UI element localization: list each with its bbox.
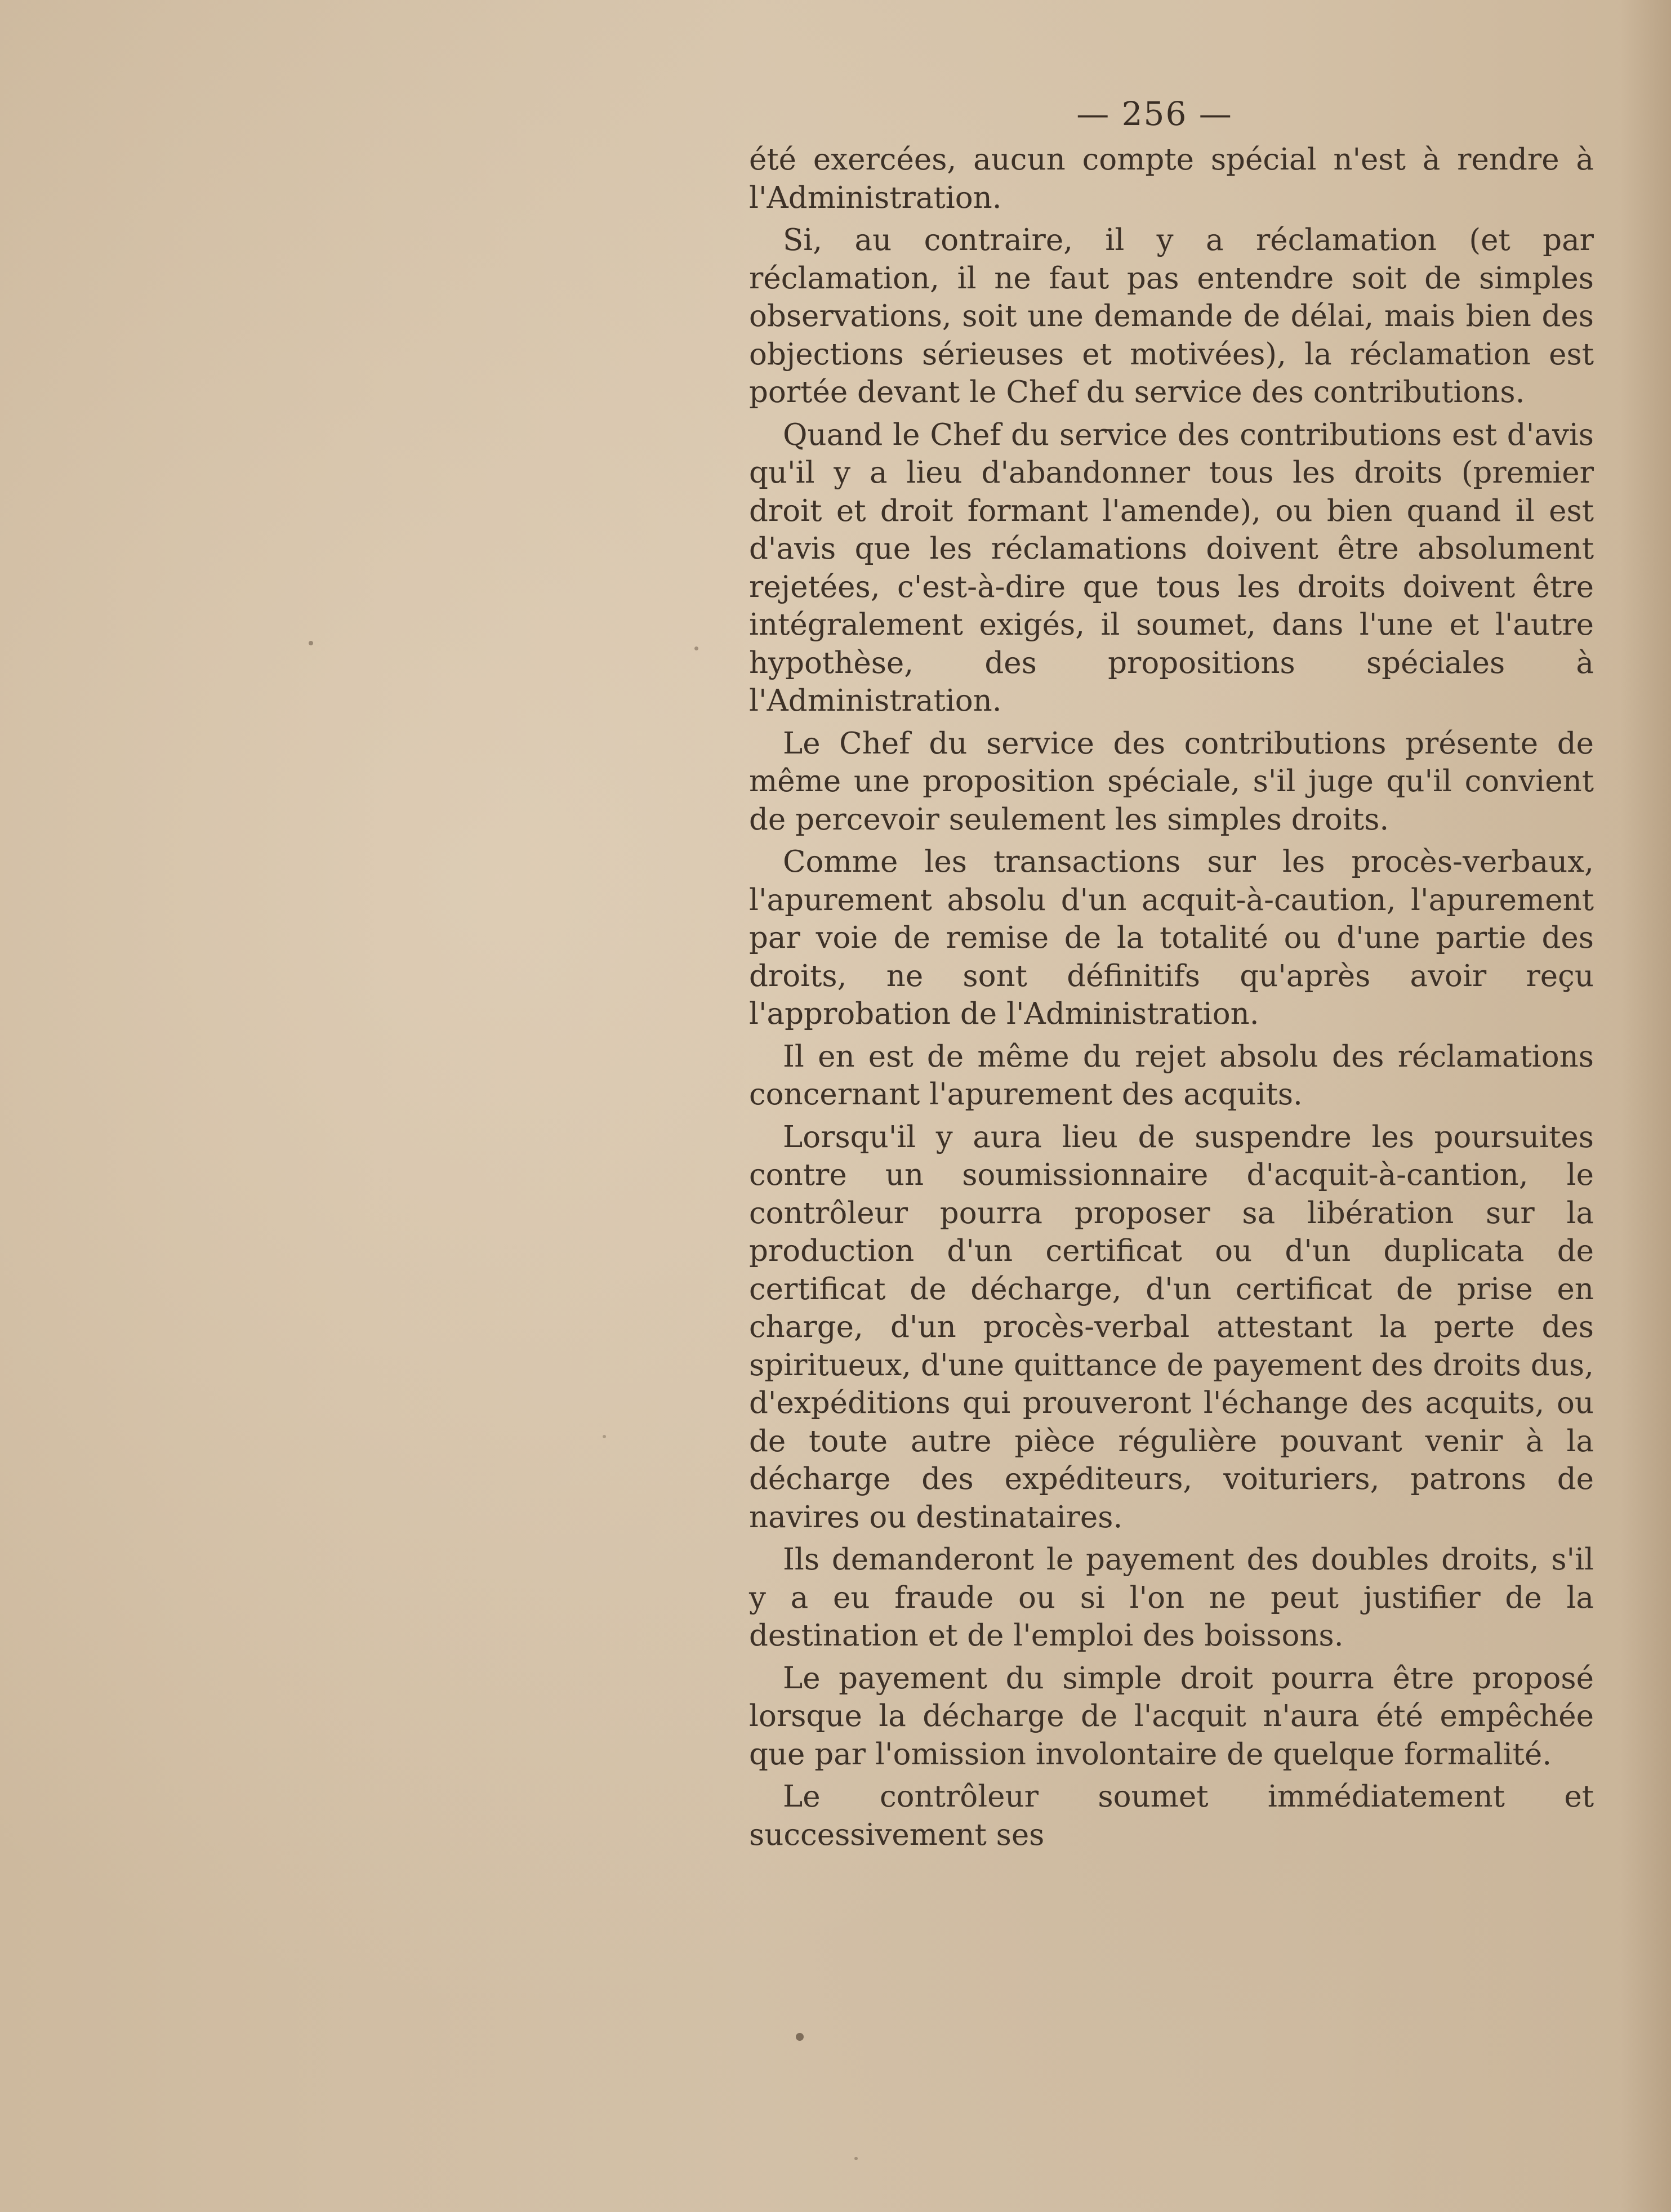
paragraph: Il en est de même du rejet absolu des réclamations concernant l'apurement des acquits.: [749, 1039, 1594, 1112]
paragraph: Quand le Chef du service des contributions est d'avis qu'il y a lieu d'abandonner tous les droits (premier droit et droit formant l'amende), ou bien quand il est d'avis que les réclamations doivent être absolument rejetées, c'est-à-dire que tous les droits doivent être intégralement exigés, il soumet, dans l'une et l'autre hypothèse, des propositions spéciales à l'Administration.: [749, 417, 1594, 718]
paper-speck: [796, 2033, 804, 2041]
paper-speck: [309, 641, 313, 645]
body-text: [749, 141, 1594, 1858]
paper-speck: [854, 2157, 858, 2160]
page-edge-shadow: [1620, 0, 1671, 2212]
paragraph: été exercées, aucun compte spécial n'est à rendre à l'Administration.: [749, 142, 1594, 215]
paragraph: Ils demanderont le payement des doubles droits, s'il y a eu fraude ou si l'on ne peut justifier de la destination et de l'emploi des boissons.: [749, 1542, 1594, 1653]
paragraph: Le Chef du service des contributions présente de même une proposition spéciale, s'il juge qu'il convient de percevoir seulement les simples droits.: [749, 726, 1594, 837]
paragraph: Si, au contraire, il y a réclamation (et par réclamation, il ne faut pas entendre soit de simples observations, soit une demande de délai, mais bien des objections sérieuses et motivées), la réclamation est portée devant le Chef du service des contributions.: [749, 223, 1594, 409]
paper-speck: [603, 1435, 606, 1438]
paragraph: Comme les transactions sur les procès-verbaux, l'apurement absolu d'un acquit-à-caution, l'apurement par voie de remise de la totalité ou d'une partie des droits, ne sont définitifs qu'après avoir reçu l'approbation de l'Administration.: [749, 845, 1594, 1031]
page-number: — 256 —: [1076, 95, 1233, 133]
paragraph: Lorsqu'il y aura lieu de suspendre les poursuites contre un soumissionnaire d'acquit-à-cantion, le contrôleur pourra proposer sa libération sur la production d'un certificat ou d'un duplicata de certificat de décharge, d'un certificat de prise en charge, d'un procès-verbal attestant la perte des spiritueux, d'une quittance de payement des droits dus, d'expéditions qui prouveront l'échange des acquits, ou de toute autre pièce régulière pouvant venir à la décharge des expéditeurs, voituriers, patrons de navires ou destinataires.: [749, 1120, 1594, 1535]
paper-speck: [694, 646, 698, 650]
paragraph: Le payement du simple droit pourra être proposé lorsque la décharge de l'acquit n'aura été empêchée que par l'omission involontaire de quelque formalité.: [749, 1661, 1594, 1772]
paragraph: Le contrôleur soumet immédiatement et successivement ses: [749, 1780, 1594, 1852]
